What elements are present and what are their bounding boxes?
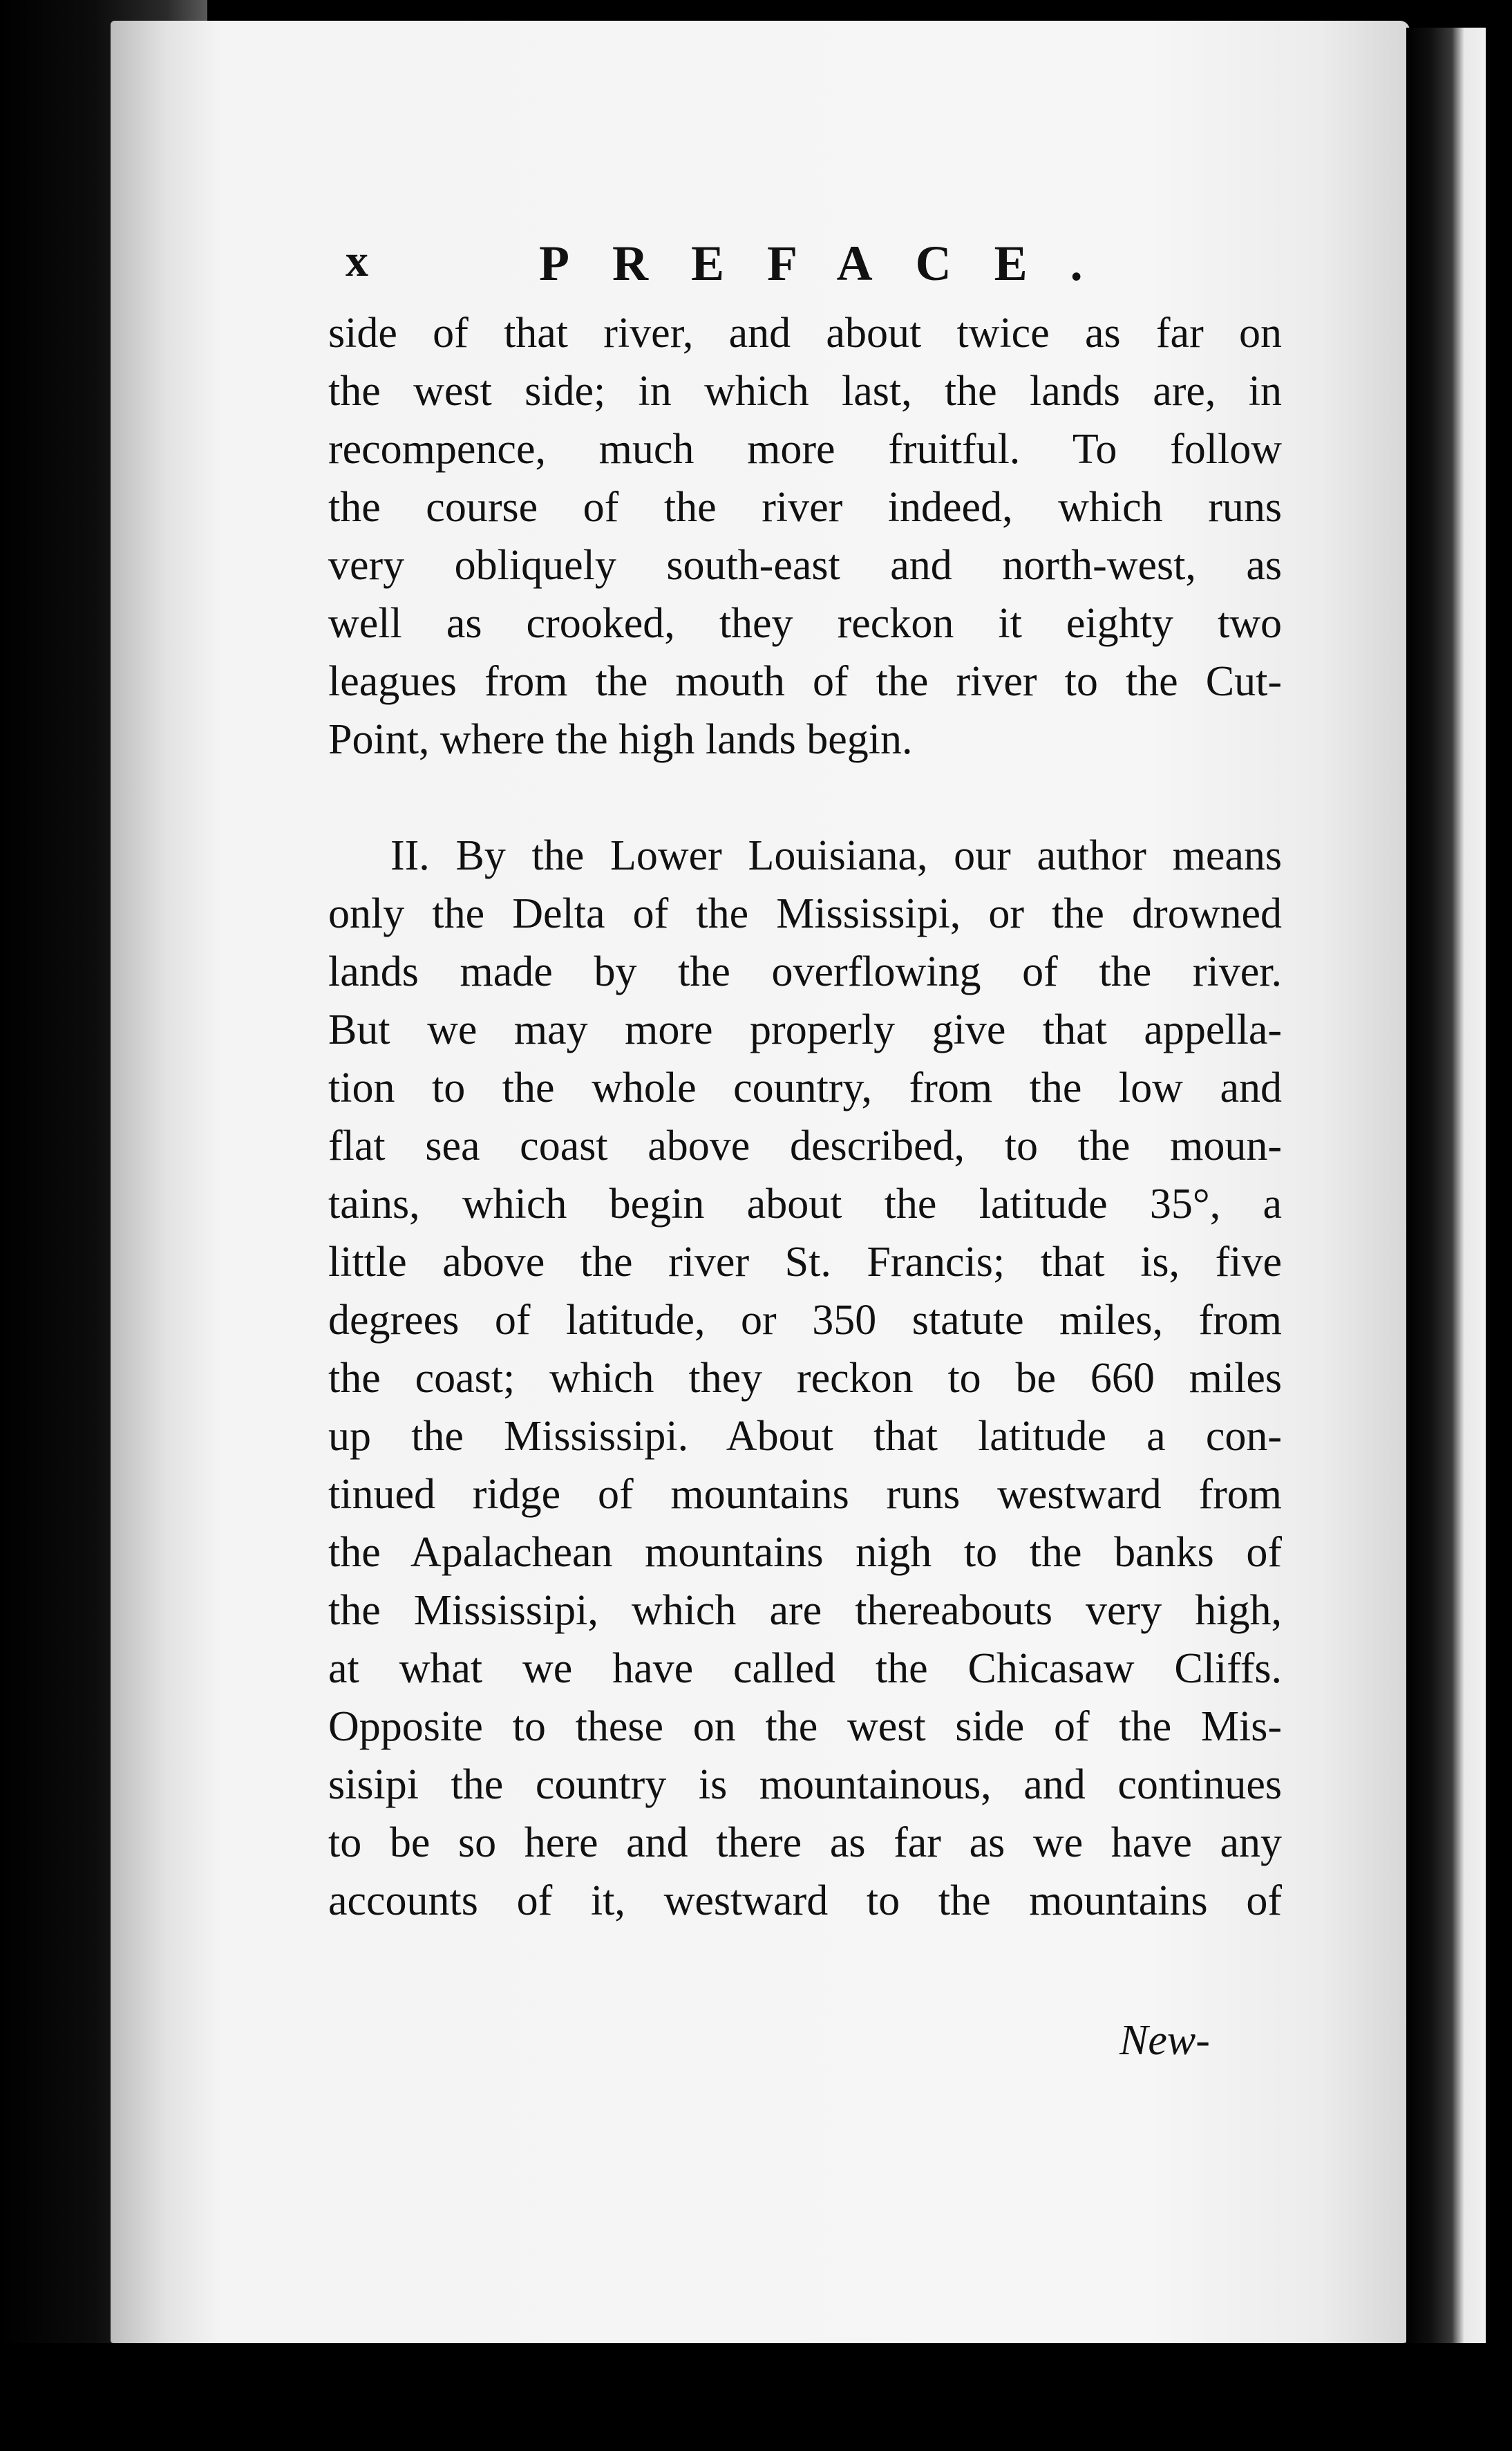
text-line: the Mississipi, which are thereabouts very high, [328,1587,1282,1634]
text-line: the west side; in which last, the lands are, in [328,368,1282,415]
text-line: sisipi the country is mountainous, and continues [328,1761,1282,1808]
scan-border-right [1486,0,1512,2451]
text-line: to be so here and there as far as we have any [328,1819,1282,1866]
facing-page-edge [1406,28,1489,2451]
scan-border-bottom [0,2343,1512,2451]
running-header [346,235,1285,311]
page-number: x [346,236,374,286]
text-line: the course of the river indeed, which runs [328,484,1282,531]
paragraph-spacer [328,769,1282,827]
text-line: at what we have called the Chicasaw Cliffs. [328,1645,1282,1692]
text-line: But we may more properly give that appella- [328,1006,1282,1053]
text-line: accounts of it, westward to the mountains of [328,1877,1282,1924]
text-line: well as crooked, they reckon it eighty two [328,600,1282,647]
text-line: up the Mississipi. About that latitude a con- [328,1413,1282,1460]
running-title: PREFACE. [539,236,1126,291]
text-line: tion to the whole country, from the low and [328,1064,1282,1111]
body-text [328,304,1282,1930]
text-line: Point, where the high lands begin. [328,716,913,763]
catchword: New- [1119,2017,1210,2064]
text-line: leagues from the mouth of the river to the Cut- [328,658,1282,705]
text-line: flat sea coast above described, to the moun- [328,1123,1282,1170]
text-line: lands made by the overflowing of the river. [328,948,1282,995]
text-line: recompence, much more fruitful. To follow [328,426,1282,473]
text-line: only the Delta of the Mississipi, or the drowned [328,890,1282,937]
paragraph-2 [328,827,1282,1930]
text-line: very obliquely south-east and north-west, as [328,542,1282,589]
text-line: side of that river, and about twice as far on [328,310,1282,357]
text-line: the Apalachean mountains nigh to the banks of [328,1529,1282,1576]
paragraph-1 [328,304,1282,769]
text-line: tinued ridge of mountains runs westward from [328,1471,1282,1518]
text-line: II. By the Lower Louisiana, our author means [390,832,1282,879]
text-line: the coast; which they reckon to be 660 miles [328,1355,1282,1402]
text-line: little above the river St. Francis; that is, five [328,1239,1282,1286]
text-line: degrees of latitude, or 350 statute miles, from [328,1297,1282,1344]
text-line: Opposite to these on the west side of the Mis- [328,1703,1282,1750]
text-line: tains, which begin about the latitude 35°, a [328,1181,1282,1228]
